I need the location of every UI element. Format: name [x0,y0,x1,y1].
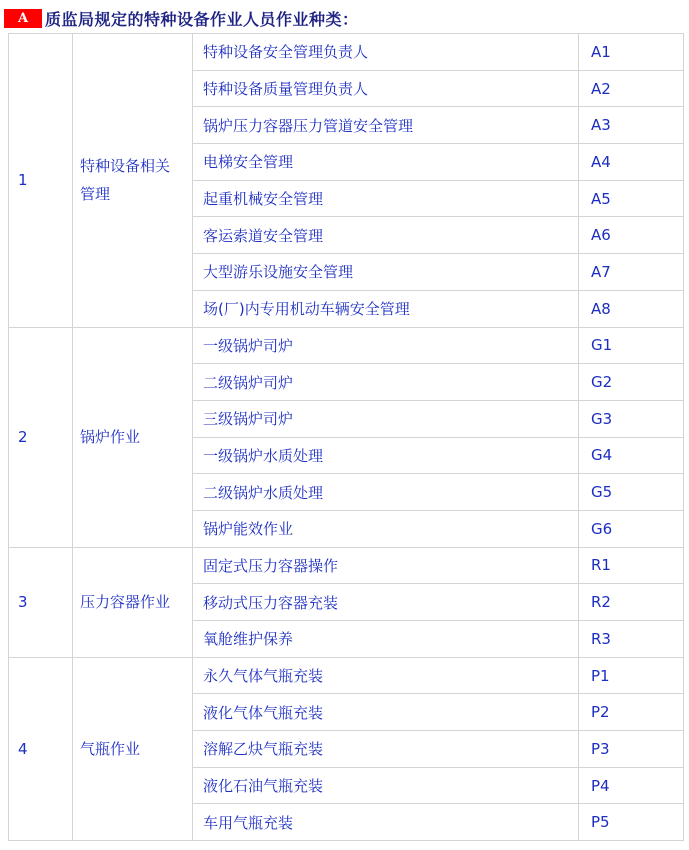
code-cell: A3 [579,107,684,144]
job-name-cell: 永久气体气瓶充装 [193,657,579,694]
job-name-cell: 客运索道安全管理 [193,217,579,254]
code-cell: G6 [579,510,684,547]
page-title: 质监局规定的特种设备作业人员作业种类： [45,10,359,29]
code-cell: A5 [579,180,684,217]
table-row [9,547,684,584]
category-cell: 锅炉作业 [73,327,193,547]
section-letter-badge: A [4,9,42,28]
code-cell: G2 [579,364,684,401]
table-row [9,34,684,71]
job-name-cell: 锅炉压力容器压力管道安全管理 [193,107,579,144]
job-name-cell: 氧舱维护保养 [193,621,579,658]
job-name-cell: 电梯安全管理 [193,144,579,181]
jobs-table [8,33,684,841]
code-cell: A1 [579,34,684,71]
code-cell: A2 [579,70,684,107]
code-cell: P2 [579,694,684,731]
job-name-cell: 特种设备质量管理负责人 [193,70,579,107]
code-cell: G1 [579,327,684,364]
job-name-cell: 移动式压力容器充装 [193,584,579,621]
job-name-cell: 二级锅炉司炉 [193,364,579,401]
code-cell: A4 [579,144,684,181]
code-cell: A7 [579,254,684,291]
code-cell: R2 [579,584,684,621]
row-number-cell: 1 [9,34,73,328]
job-name-cell: 特种设备安全管理负责人 [193,34,579,71]
page-header [4,9,689,28]
code-cell: P4 [579,767,684,804]
row-number-cell: 3 [9,547,73,657]
code-cell: G4 [579,437,684,474]
code-cell: R1 [579,547,684,584]
job-name-cell: 溶解乙炔气瓶充装 [193,731,579,768]
job-name-cell: 一级锅炉司炉 [193,327,579,364]
code-cell: A6 [579,217,684,254]
job-name-cell: 二级锅炉水质处理 [193,474,579,511]
job-name-cell: 车用气瓶充装 [193,804,579,841]
category-cell: 压力容器作业 [73,547,193,657]
category-cell: 特种设备相关管理 [73,34,193,328]
code-cell: P5 [579,804,684,841]
code-cell: A8 [579,290,684,327]
code-cell: G3 [579,400,684,437]
code-cell: P1 [579,657,684,694]
job-name-cell: 固定式压力容器操作 [193,547,579,584]
category-cell: 气瓶作业 [73,657,193,840]
job-name-cell: 液化气体气瓶充装 [193,694,579,731]
job-name-cell: 液化石油气瓶充装 [193,767,579,804]
code-cell: P3 [579,731,684,768]
job-name-cell: 三级锅炉司炉 [193,400,579,437]
job-name-cell: 场(厂)内专用机动车辆安全管理 [193,290,579,327]
code-cell: G5 [579,474,684,511]
jobs-table-body [9,34,684,841]
job-name-cell: 大型游乐设施安全管理 [193,254,579,291]
table-row [9,657,684,694]
row-number-cell: 4 [9,657,73,840]
table-row [9,327,684,364]
code-cell: R3 [579,621,684,658]
job-name-cell: 起重机械安全管理 [193,180,579,217]
job-name-cell: 一级锅炉水质处理 [193,437,579,474]
job-name-cell: 锅炉能效作业 [193,510,579,547]
row-number-cell: 2 [9,327,73,547]
